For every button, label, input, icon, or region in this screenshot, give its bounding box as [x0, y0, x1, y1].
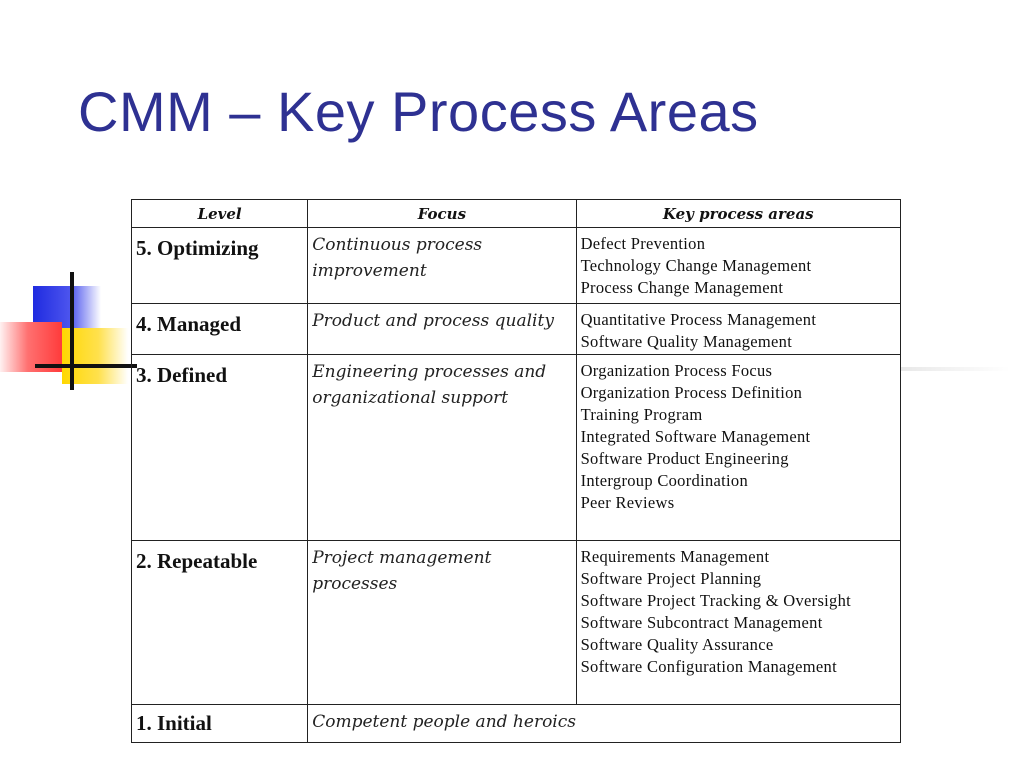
- kpa-item: Quantitative Process Management: [580, 310, 817, 329]
- kpa-item: Technology Change Management: [580, 256, 812, 275]
- table-row-initial: [132, 705, 901, 743]
- level-cell: 5. Optimizing: [132, 228, 308, 304]
- kpa-table: [131, 199, 901, 743]
- kpa-item: Intergroup Coordination: [580, 471, 749, 490]
- level-cell: 3. Defined: [132, 355, 308, 541]
- header-focus: Focus: [308, 200, 576, 228]
- kpa-item: Training Program: [580, 405, 703, 424]
- logo-vertical-line: [70, 272, 74, 390]
- table-header-row: [132, 200, 901, 228]
- kpa-item: Organization Process Focus: [580, 361, 773, 380]
- kpa-item: Software Product Engineering: [580, 449, 789, 468]
- kpa-item: Software Subcontract Management: [580, 613, 823, 632]
- focus-cell: Project management processes: [308, 541, 576, 705]
- kpa-item: Peer Reviews: [580, 493, 675, 512]
- level-cell: 1. Initial: [132, 705, 308, 743]
- focus-cell: Competent people and heroics: [308, 705, 901, 743]
- kpa-item: Process Change Management: [580, 278, 784, 297]
- slide-title: CMM – Key Process Areas: [78, 80, 759, 143]
- kpa-item: Software Project Tracking & Oversight: [580, 591, 852, 610]
- level-cell: 4. Managed: [132, 304, 308, 355]
- decorative-divider: [900, 367, 1010, 371]
- header-kpa: Key process areas: [576, 200, 900, 228]
- kpa-cell: [576, 355, 900, 541]
- kpa-cell: [576, 541, 900, 705]
- kpa-cell: [576, 304, 900, 355]
- kpa-item: Organization Process Definition: [580, 383, 803, 402]
- kpa-item: Integrated Software Management: [580, 427, 811, 446]
- decorative-logo-icon: [0, 270, 140, 400]
- kpa-item: Requirements Management: [580, 547, 770, 566]
- level-cell: 2. Repeatable: [132, 541, 308, 705]
- kpa-item: Software Configuration Management: [580, 657, 837, 676]
- table-row-repeatable: [132, 541, 901, 705]
- logo-horizontal-line: [35, 364, 137, 368]
- focus-cell: Engineering processes and organizational support: [308, 355, 576, 541]
- kpa-item: Software Quality Management: [580, 332, 793, 351]
- table-row-defined: [132, 355, 901, 541]
- kpa-item: Defect Prevention: [580, 234, 706, 253]
- focus-cell: Product and process quality: [308, 304, 576, 355]
- kpa-item: Software Project Planning: [580, 569, 762, 588]
- kpa-cell: [576, 228, 900, 304]
- table-row-managed: [132, 304, 901, 355]
- header-level: Level: [132, 200, 308, 228]
- table-row-optimizing: [132, 228, 901, 304]
- kpa-item: Software Quality Assurance: [580, 635, 774, 654]
- focus-cell: Continuous process improvement: [308, 228, 576, 304]
